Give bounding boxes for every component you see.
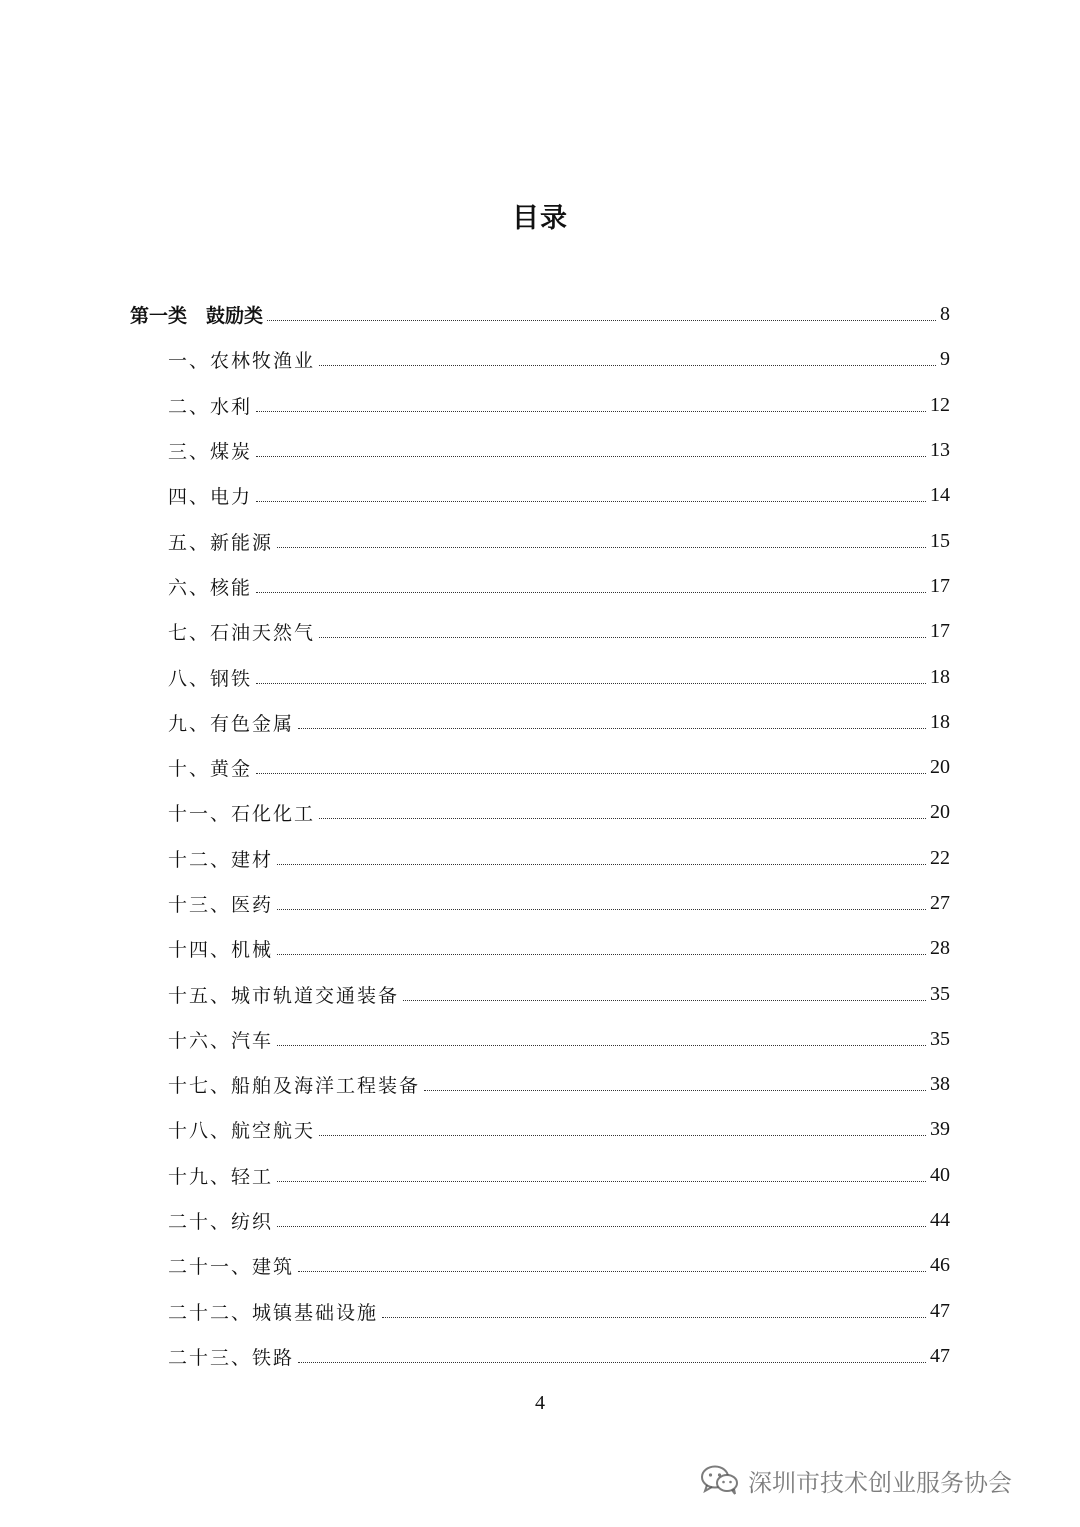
toc-dot-leader [277, 547, 926, 548]
toc-entry-label: 二十、纺织 [168, 1211, 274, 1234]
toc-entry-label: 十五、城市轨道交通装备 [168, 984, 400, 1007]
toc-dot-leader [319, 365, 936, 366]
toc-entry-page: 18 [930, 710, 950, 733]
toc-entry-page: 18 [930, 665, 950, 688]
toc-entry[interactable] [130, 971, 950, 1016]
toc-entry-page: 8 [940, 303, 950, 326]
toc-entry-page: 44 [930, 1209, 950, 1232]
toc-entry-label: 十九、轻工 [168, 1165, 274, 1188]
toc-entry[interactable] [130, 564, 950, 609]
toc-entry-label: 十三、医药 [168, 894, 274, 916]
toc-entry[interactable] [130, 1289, 950, 1334]
toc-dot-leader [277, 1226, 926, 1227]
toc-entry-page: 27 [930, 892, 950, 914]
toc-entry[interactable] [130, 292, 950, 337]
wechat-icon [700, 1464, 740, 1496]
toc-entry[interactable] [130, 518, 950, 563]
page-title: 目录 [512, 203, 568, 234]
toc-entry[interactable] [130, 1153, 950, 1198]
toc-dot-leader [298, 1271, 926, 1272]
toc-entry-page: 9 [940, 348, 950, 371]
toc-entry-label: 十、黄金 [168, 758, 253, 781]
toc-dot-leader [277, 1181, 926, 1182]
toc-entry-label: 五、新能源 [168, 531, 274, 554]
toc-entry-label: 六、核能 [168, 576, 253, 599]
toc-entry[interactable] [130, 473, 950, 518]
toc-dot-leader [256, 501, 926, 502]
toc-dot-leader [256, 773, 926, 774]
toc-entry-page: 40 [930, 1163, 950, 1186]
toc-entry-label: 十四、机械 [168, 939, 274, 962]
toc-entry-label: 三、煤炭 [168, 441, 253, 464]
toc-entry[interactable] [130, 790, 950, 835]
toc-dot-leader [256, 456, 926, 457]
toc-entry[interactable] [130, 337, 950, 382]
watermark-text: 深圳市技术创业服务协会 [748, 1468, 1012, 1497]
toc-entry-label: 十八、航空航天 [168, 1120, 316, 1143]
toc-entry-page: 22 [930, 846, 950, 869]
toc-entry-label: 二十一、建筑 [168, 1256, 295, 1279]
toc-dot-leader [298, 728, 926, 729]
toc-entry-label: 十一、石化化工 [168, 803, 316, 826]
toc-dot-leader [298, 1362, 926, 1363]
toc-entry-label: 二十二、城镇基础设施 [168, 1301, 379, 1324]
toc-entry[interactable] [130, 428, 950, 473]
toc-dot-leader [277, 864, 926, 865]
toc-entry[interactable] [130, 1017, 950, 1062]
toc-entry-label: 十七、船舶及海洋工程装备 [168, 1075, 421, 1098]
toc-entry[interactable] [130, 926, 950, 971]
toc-dot-leader [319, 637, 926, 638]
toc-entry[interactable] [130, 745, 950, 790]
toc-dot-leader [319, 1135, 926, 1136]
toc-entry-page: 47 [930, 1299, 950, 1322]
toc-entry[interactable] [130, 1243, 950, 1288]
toc-entry-page: 39 [930, 1118, 950, 1141]
toc-entry-page: 38 [930, 1073, 950, 1096]
toc-dot-leader [403, 1000, 926, 1001]
toc-entry-page: 20 [930, 756, 950, 779]
toc-entry-page: 28 [930, 937, 950, 960]
toc-entry[interactable] [130, 881, 950, 926]
toc-dot-leader [319, 818, 926, 819]
toc-dot-leader [277, 1045, 926, 1046]
toc-entry-label: 十二、建材 [168, 848, 274, 871]
toc-entry-page: 15 [930, 529, 950, 552]
toc-entry-page: 47 [930, 1344, 950, 1367]
toc-entry[interactable] [130, 1198, 950, 1243]
toc-entry-label: 一、农林牧渔业 [168, 350, 316, 373]
toc-dot-leader [424, 1090, 926, 1091]
toc-entry-page: 35 [930, 982, 950, 1005]
toc-dot-leader [256, 411, 926, 412]
toc-entry-page: 12 [930, 393, 950, 416]
table-of-contents [130, 292, 950, 1379]
toc-entry-label: 四、电力 [168, 486, 253, 509]
toc-entry-label: 二十三、铁路 [168, 1346, 295, 1369]
toc-entry[interactable] [130, 836, 950, 881]
toc-entry-label: 二、水利 [168, 395, 253, 418]
toc-dot-leader [267, 320, 936, 321]
toc-entry-label: 七、石油天然气 [168, 622, 316, 645]
toc-dot-leader [256, 683, 926, 684]
watermark [700, 1460, 1012, 1500]
toc-entry-page: 20 [930, 801, 950, 824]
page-number: 4 [535, 1392, 545, 1414]
toc-entry-page: 14 [930, 484, 950, 507]
toc-entry[interactable] [130, 654, 950, 699]
toc-entry-page: 17 [930, 620, 950, 643]
toc-entry[interactable] [130, 609, 950, 654]
toc-entry[interactable] [130, 700, 950, 745]
toc-entry-label: 第一类 鼓励类 [130, 305, 264, 328]
toc-dot-leader [382, 1317, 926, 1318]
toc-entry-page: 35 [930, 1027, 950, 1050]
toc-entry-label: 八、钢铁 [168, 667, 253, 690]
toc-entry-page: 17 [930, 574, 950, 597]
toc-entry-page: 46 [930, 1254, 950, 1277]
toc-entry[interactable] [130, 383, 950, 428]
toc-dot-leader [277, 909, 926, 910]
toc-dot-leader [277, 954, 926, 955]
toc-entry[interactable] [130, 1334, 950, 1379]
toc-entry[interactable] [130, 1107, 950, 1152]
toc-entry[interactable] [130, 1062, 950, 1107]
toc-entry-page: 13 [930, 439, 950, 462]
toc-dot-leader [256, 592, 926, 593]
toc-entry-label: 九、有色金属 [168, 712, 295, 735]
toc-entry-label: 十六、汽车 [168, 1029, 274, 1052]
